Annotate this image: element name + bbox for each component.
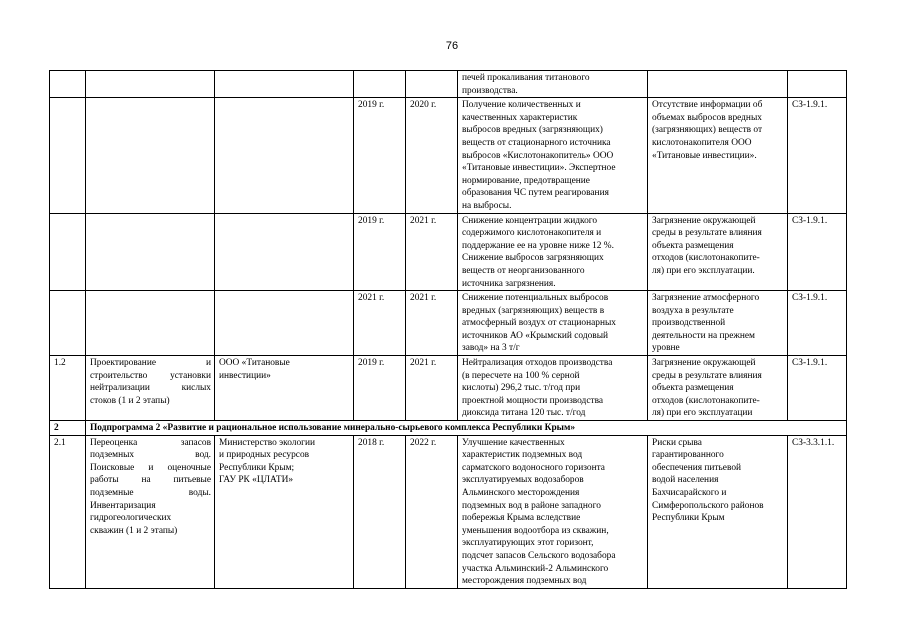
text-line: образования ЧС путем реагирования bbox=[462, 188, 609, 199]
cell-name bbox=[86, 435, 215, 588]
cell-num bbox=[50, 213, 86, 291]
cell-code bbox=[788, 71, 847, 98]
text-line: деятельности на прежнем bbox=[652, 330, 755, 341]
text-line: выбросов «Кислотонакопитель» ООО bbox=[462, 150, 614, 161]
text-line: Республики Крым; bbox=[219, 462, 295, 473]
text-line: подземных вод. bbox=[90, 450, 211, 461]
text-line: поддержание ее на уровне ниже 12 %. bbox=[462, 240, 614, 251]
cell-task bbox=[458, 213, 648, 291]
text-line: побережья Крыма вследствие bbox=[462, 513, 581, 524]
cell-start: 2021 г. bbox=[354, 291, 406, 356]
cell-start: 2019 г. bbox=[354, 98, 406, 213]
cell-code: СЗ-3.3.1.1. bbox=[788, 435, 847, 588]
text-line: гарантированного bbox=[652, 450, 724, 461]
text-line: объекта размещения bbox=[652, 240, 734, 251]
cell-risk bbox=[648, 98, 788, 213]
text-line: отходов (кислотонакопите- bbox=[652, 253, 760, 264]
text-line: Риски срыва bbox=[652, 437, 702, 448]
table-row bbox=[50, 213, 847, 291]
text-line: объемах выбросов вредных bbox=[652, 112, 762, 123]
text-line: Инвентаризация bbox=[90, 500, 156, 511]
text-line: стоков (1 и 2 этапы) bbox=[90, 395, 170, 406]
text-line: нейтрализации кислых bbox=[90, 383, 211, 394]
text-line: обеспечения питьевой bbox=[652, 462, 742, 473]
text-line: Снижение потенциальных выбросов bbox=[462, 293, 609, 304]
program-table bbox=[49, 70, 847, 589]
text-line: водой населения bbox=[652, 475, 719, 486]
cell-code: СЗ-1.9.1. bbox=[788, 98, 847, 213]
text-line: уменьшения водоотбора из скважин, bbox=[462, 525, 609, 536]
text-line: качественных характеристик bbox=[462, 112, 578, 123]
text-line: «Титановые инвестиции». Экспертное bbox=[462, 163, 616, 174]
section-num: 2 bbox=[50, 421, 86, 436]
table-row bbox=[50, 291, 847, 356]
cell-risk bbox=[648, 356, 788, 421]
cell-start: 2018 г. bbox=[354, 435, 406, 588]
text-line: Бахчисарайского и bbox=[652, 488, 727, 498]
cell-name bbox=[86, 213, 215, 291]
text-line: отходов (кислотонакопите- bbox=[652, 395, 760, 406]
text-line: характеристик подземных вод bbox=[462, 450, 583, 461]
text-line: Загрязнение атмосферного bbox=[652, 293, 760, 304]
text-line: Проектирование и bbox=[90, 358, 211, 369]
text-line: Переоценка запасов bbox=[90, 437, 211, 448]
text-line: месторождения подземных вод bbox=[462, 576, 587, 587]
text-line: скважин (1 и 2 этапы) bbox=[90, 525, 178, 536]
text-line: веществ от стационарного источника bbox=[462, 137, 611, 148]
text-line: проектной мощности производства bbox=[462, 395, 604, 406]
cell-end: 2022 г. bbox=[406, 435, 458, 588]
cell-name bbox=[86, 98, 215, 213]
table-row bbox=[50, 98, 847, 213]
cell-code: СЗ-1.9.1. bbox=[788, 291, 847, 356]
text-line: Отсутствие информации об bbox=[652, 100, 763, 111]
text-line: кислотонакопителя ООО bbox=[652, 137, 752, 148]
cell-risk bbox=[648, 71, 788, 98]
text-line: среды в результате влияния bbox=[652, 370, 762, 381]
text-line: Министерство экологии bbox=[219, 437, 316, 448]
text-line: подземные воды. bbox=[90, 488, 211, 498]
cell-name bbox=[86, 291, 215, 356]
text-line: Загрязнение окружающей bbox=[652, 215, 756, 226]
page-number: 76 bbox=[445, 40, 459, 52]
cell-num bbox=[50, 291, 86, 356]
text-line: содержимого кислотонакопителя и bbox=[462, 228, 602, 239]
text-line: Нейтрализация отходов производства bbox=[462, 358, 613, 369]
text-line: ля) при его эксплуатации bbox=[652, 408, 753, 419]
cell-num: 2.1 bbox=[50, 435, 86, 588]
text-line: выбросов вредных (загрязняющих) bbox=[462, 125, 603, 136]
text-line: производства. bbox=[462, 85, 518, 96]
text-line: веществ от неорганизованного bbox=[462, 265, 585, 276]
cell-end: 2021 г. bbox=[406, 213, 458, 291]
text-line: Республики Крым bbox=[652, 513, 725, 524]
cell-name bbox=[86, 356, 215, 421]
text-line: Загрязнение окружающей bbox=[652, 358, 756, 369]
cell-num: 1.2 bbox=[50, 356, 86, 421]
table-row bbox=[50, 435, 847, 588]
cell-num bbox=[50, 71, 86, 98]
text-line: (в пересчете на 100 % серной bbox=[462, 370, 580, 381]
cell-task bbox=[458, 98, 648, 213]
cell-code: СЗ-1.9.1. bbox=[788, 213, 847, 291]
text-line: Улучшение качественных bbox=[462, 437, 565, 448]
text-line: нормирование, предотвращение bbox=[462, 175, 590, 186]
cell-end: 2021 г. bbox=[406, 356, 458, 421]
text-line: подземных вод в районе западного bbox=[462, 500, 601, 511]
cell-executor bbox=[215, 291, 354, 356]
table-row bbox=[50, 71, 847, 98]
section-row bbox=[50, 421, 847, 436]
cell-start: 2019 г. bbox=[354, 213, 406, 291]
cell-name bbox=[86, 71, 215, 98]
text-line: кислоты) 296,2 тыс. т/год при bbox=[462, 383, 581, 394]
cell-executor bbox=[215, 98, 354, 213]
cell-task bbox=[458, 435, 648, 588]
text-line: печей прокаливания титанового bbox=[462, 73, 590, 83]
text-line: Альминского месторождения bbox=[462, 488, 580, 498]
text-line: объекта размещения bbox=[652, 383, 734, 394]
cell-executor bbox=[215, 356, 354, 421]
cell-task bbox=[458, 356, 648, 421]
text-line: «Титановые инвестиции». bbox=[652, 150, 757, 161]
text-line: эксплуатирующих этот горизонт, bbox=[462, 538, 594, 549]
text-line: строительство установки bbox=[90, 370, 211, 381]
text-line: и природных ресурсов bbox=[219, 450, 310, 461]
text-line: подсчет запасов Сельского водозабора bbox=[462, 550, 616, 561]
text-line: ГАУ РК «ЦЛАТИ» bbox=[219, 475, 294, 486]
text-line: Получение количественных и bbox=[462, 100, 581, 111]
text-line: инвестиции» bbox=[219, 370, 271, 381]
text-line: атмосферный воздух от стационарных bbox=[462, 318, 616, 329]
text-line: ля) при его эксплуатации. bbox=[652, 265, 755, 276]
section-title: Подпрограмма 2 «Развитие и рациональное использование минерально-сырьевого комплекса Республики Крым» bbox=[86, 421, 847, 436]
cell-end bbox=[406, 71, 458, 98]
cell-task bbox=[458, 71, 648, 98]
text-line: диоксида титана 120 тыс. т/год bbox=[462, 408, 586, 419]
table-row bbox=[50, 356, 847, 421]
cell-num bbox=[50, 98, 86, 213]
text-line: гидрогеологических bbox=[90, 513, 172, 524]
text-line: участка Альминский-2 Альминского bbox=[462, 563, 609, 574]
text-line: Снижение концентрации жидкого bbox=[462, 215, 598, 226]
cell-start bbox=[354, 71, 406, 98]
text-line: производственной bbox=[652, 318, 726, 329]
cell-end: 2020 г. bbox=[406, 98, 458, 213]
cell-risk bbox=[648, 435, 788, 588]
cell-code: СЗ-1.9.1. bbox=[788, 356, 847, 421]
cell-executor bbox=[215, 435, 354, 588]
cell-task bbox=[458, 291, 648, 356]
text-line: сарматского водоносного горизонта bbox=[462, 462, 605, 473]
text-line: воздуха в результате bbox=[652, 305, 734, 316]
text-line: вредных (загрязняющих) веществ в bbox=[462, 305, 605, 316]
text-line: Снижение выбросов загрязняющих bbox=[462, 253, 604, 264]
text-line: уровне bbox=[652, 343, 680, 354]
cell-risk bbox=[648, 213, 788, 291]
text-line: эксплуатируемых водозаборов bbox=[462, 475, 584, 486]
text-line: источников АО «Крымский содовый bbox=[462, 330, 609, 341]
cell-start: 2019 г. bbox=[354, 356, 406, 421]
cell-executor bbox=[215, 213, 354, 291]
text-line: на выбросы. bbox=[462, 200, 512, 211]
text-line: Поисковые и оценочные bbox=[90, 462, 211, 473]
text-line: источника загрязнения. bbox=[462, 278, 556, 289]
text-line: ООО «Титановые bbox=[219, 358, 290, 369]
text-line: Симферопольского районов bbox=[652, 500, 764, 511]
cell-risk bbox=[648, 291, 788, 356]
text-line: среды в результате влияния bbox=[652, 228, 762, 239]
text-line: работы на питьевые bbox=[90, 475, 211, 486]
text-line: завод» на 3 т/г bbox=[462, 343, 520, 354]
text-line: (загрязняющих) веществ от bbox=[652, 125, 763, 136]
cell-end: 2021 г. bbox=[406, 291, 458, 356]
cell-executor bbox=[215, 71, 354, 98]
